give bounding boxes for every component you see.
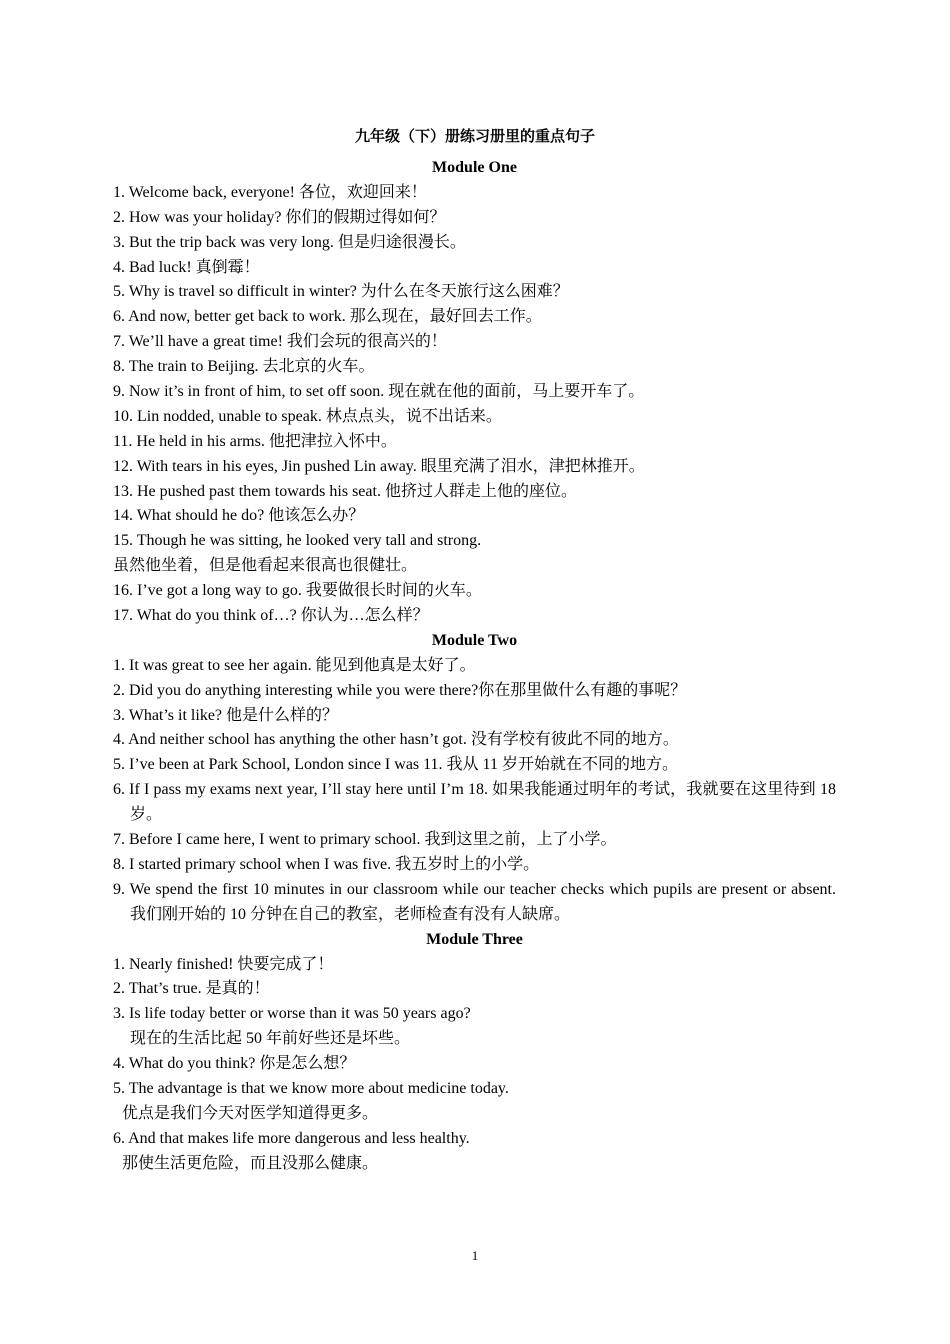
sentence-line: 5. I’ve been at Park School, London since I was 11. 我从 11 岁开始就在不同的地方。 xyxy=(113,756,678,774)
sentence-line: 15. Though he was sitting, he looked very tall and strong. xyxy=(113,532,482,550)
sentence-line: 1. It was great to see her again. 能见到他真是太好了。 xyxy=(113,656,476,674)
sentence-line: 5. Why is travel so difficult in winter? 为什么在冬天旅行这么困难？ xyxy=(113,283,569,301)
sentence-line: 6. If I pass my exams next year, I’ll stay here until I’m 18. 如果我能通过明年的考试，我就要在这里待到 18 岁。 xyxy=(113,781,836,824)
translation-line: 那使生活更危险，而且没那么健康。 xyxy=(122,1154,379,1172)
sentence-line: 8. I started primary school when I was five. 我五岁时上的小学。 xyxy=(113,855,540,873)
sentence-line: 1. Nearly finished! 快要完成了！ xyxy=(113,955,334,973)
sentence-line: 5. The advantage is that we know more about medicine today. xyxy=(113,1080,509,1098)
sentence-line: 10. Lin nodded, unable to speak. 林点点头，说不出话来。 xyxy=(113,407,502,425)
sentence-line: 7. We’ll have a great time! 我们会玩的很高兴的！ xyxy=(113,333,447,351)
sentence-line: 9. Now it’s in front of him, to set off soon. 现在就在他的面前，马上要开车了。 xyxy=(113,383,645,401)
sentence-line: 4. And neither school has anything the other hasn’t got. 没有学校有彼此不同的地方。 xyxy=(113,731,679,749)
translation-line: 现在的生活比起 50 年前好些还是坏些。 xyxy=(130,1030,411,1048)
sentence-line: 14. What should he do? 他该怎么办？ xyxy=(113,507,365,525)
sentence-line: 13. He pushed past them towards his seat. 他挤过人群走上他的座位。 xyxy=(113,482,577,500)
sentence-line: 7. Before I came here, I went to primary school. 我到这里之前，上了小学。 xyxy=(113,831,617,849)
module-heading: Module Three xyxy=(426,930,523,948)
sentence-line: 6. And now, better get back to work. 那么现在，最好回去工作。 xyxy=(113,308,542,326)
translation-line: 虽然他坐着，但是他看起来很高也很健壮。 xyxy=(113,557,418,575)
sentence-line: 12. With tears in his eyes, Jin pushed Lin away. 眼里充满了泪水，津把林推开。 xyxy=(113,457,645,475)
sentence-line: 8. The train to Beijing. 去北京的火车。 xyxy=(113,358,375,376)
sentence-line: 16. I’ve got a long way to go. 我要做很长时间的火车。 xyxy=(113,582,482,600)
sentence-line: 2. That’s true. 是真的！ xyxy=(113,980,270,998)
sentence-line: 2. Did you do anything interesting while you were there?你在那里做什么有趣的事呢？ xyxy=(113,681,687,699)
sentence-line: 4. What do you think? 你是怎么想？ xyxy=(113,1055,356,1073)
sentence-line: 17. What do you think of…? 你认为…怎么样？ xyxy=(113,607,429,625)
sentence-line: 1. Welcome back, everyone! 各位，欢迎回来！ xyxy=(113,183,427,201)
sentence-line: 6. And that makes life more dangerous and less healthy. xyxy=(113,1129,470,1147)
sentence-line: 3. What’s it like? 他是什么样的？ xyxy=(113,706,339,724)
sentence-line: 9. We spend the first 10 minutes in our classroom while our teacher checks which pupils are present or absent. 我们刚开始的 10 分钟在自己的教室，老师检查有没有人缺席。 xyxy=(113,880,836,923)
sentence-line: 3. Is life today better or worse than it was 50 years ago? xyxy=(113,1005,471,1023)
document-body xyxy=(113,156,836,1177)
module-heading: Module One xyxy=(432,159,517,176)
sentence-line: 4. Bad luck! 真倒霉！ xyxy=(113,258,260,276)
module-heading: Module Two xyxy=(431,631,518,649)
document-title: 九年级（下）册练习册里的重点句子 xyxy=(354,129,595,145)
sentence-line: 3. But the trip back was very long. 但是归途很漫长。 xyxy=(113,233,466,251)
translation-line: 优点是我们今天对医学知道得更多。 xyxy=(122,1104,379,1122)
sentence-line: 2. How was your holiday? 你们的假期过得如何？ xyxy=(113,208,446,226)
page-number: 1 xyxy=(471,1248,479,1263)
sentence-line: 11. He held in his arms. 他把津拉入怀中。 xyxy=(113,432,397,450)
